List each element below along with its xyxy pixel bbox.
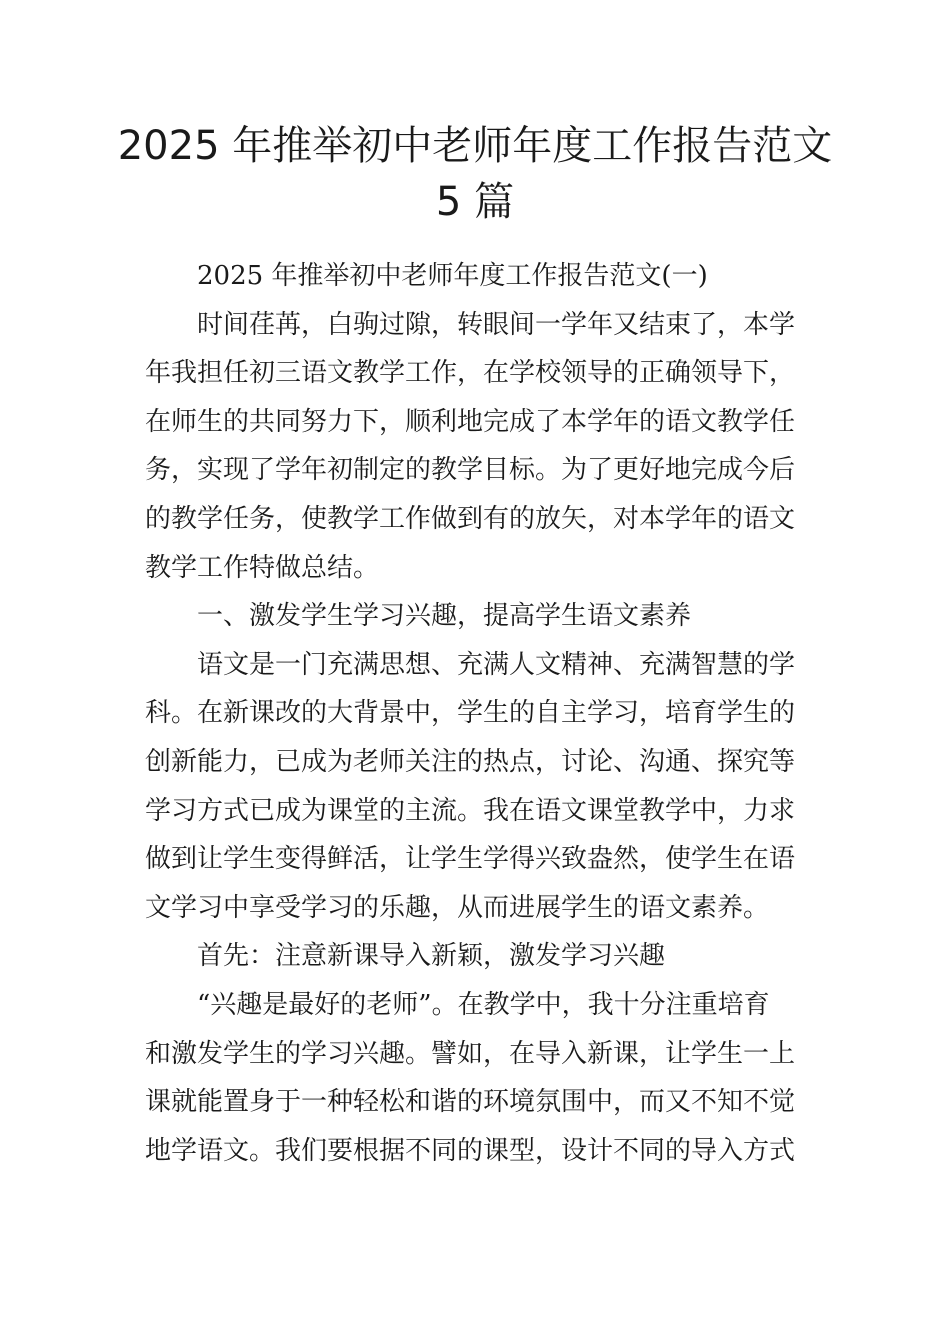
document-body — [145, 252, 807, 1175]
paragraph-line: 务，实现了学年初制定的教学目标。为了更好地完成今后 — [145, 455, 796, 486]
paragraph-line: “兴趣是最好的老师”。在教学中，我十分注重培育 — [197, 989, 770, 1020]
paragraph-line: 和激发学生的学习兴趣。譬如，在导入新课，让学生一上 — [145, 1038, 796, 1069]
paragraph-line: 文学习中享受学习的乐趣，从而进展学生的语文素养。 — [145, 892, 770, 923]
paragraph-line: 首先：注意新课导入新颖，激发学习兴趣 — [197, 941, 666, 972]
paragraph-line: 时间荏苒，白驹过隙，转眼间一学年又结束了，本学 — [197, 309, 796, 340]
title-line-2: 5 篇 — [435, 179, 515, 225]
paragraph-line: 课就能置身于一种轻松和谐的环境氛围中，而又不知不觉 — [145, 1087, 796, 1118]
paragraph-line: 教学工作特做总结。 — [145, 552, 380, 583]
paragraph-line: 一、激发学生学习兴趣，提高学生语文素养 — [197, 601, 692, 632]
paragraph-line: 语文是一门充满思想、充满人文精神、充满智慧的学 — [197, 649, 796, 680]
paragraph-line: 的教学任务，使教学工作做到有的放矢，对本学年的语文 — [145, 503, 796, 534]
paragraph-line: 做到让学生变得鲜活，让学生学得兴致盎然，使学生在语 — [145, 844, 796, 875]
document-title — [100, 118, 850, 230]
paragraph-line: 年我担任初三语文教学工作，在学校领导的正确领导下， — [145, 358, 796, 389]
title-line-1: 2025 年推举初中老师年度工作报告范文 — [117, 123, 833, 169]
paragraph-line: 科。在新课改的大背景中，学生的自主学习，培育学生的 — [145, 698, 796, 729]
paragraph-line: 在师生的共同努力下，顺利地完成了本学年的语文教学任 — [145, 406, 796, 437]
paragraph-line: 地学语文。我们要根据不同的课型，设计不同的导入方式 — [145, 1135, 796, 1166]
paragraph-line: 创新能力，已成为老师关注的热点，讨论、沟通、探究等 — [145, 746, 796, 777]
paragraph-line: 学习方式已成为课堂的主流。我在语文课堂教学中，力求 — [145, 795, 796, 826]
paragraph-line: 2025 年推举初中老师年度工作报告范文(一) — [197, 261, 708, 291]
